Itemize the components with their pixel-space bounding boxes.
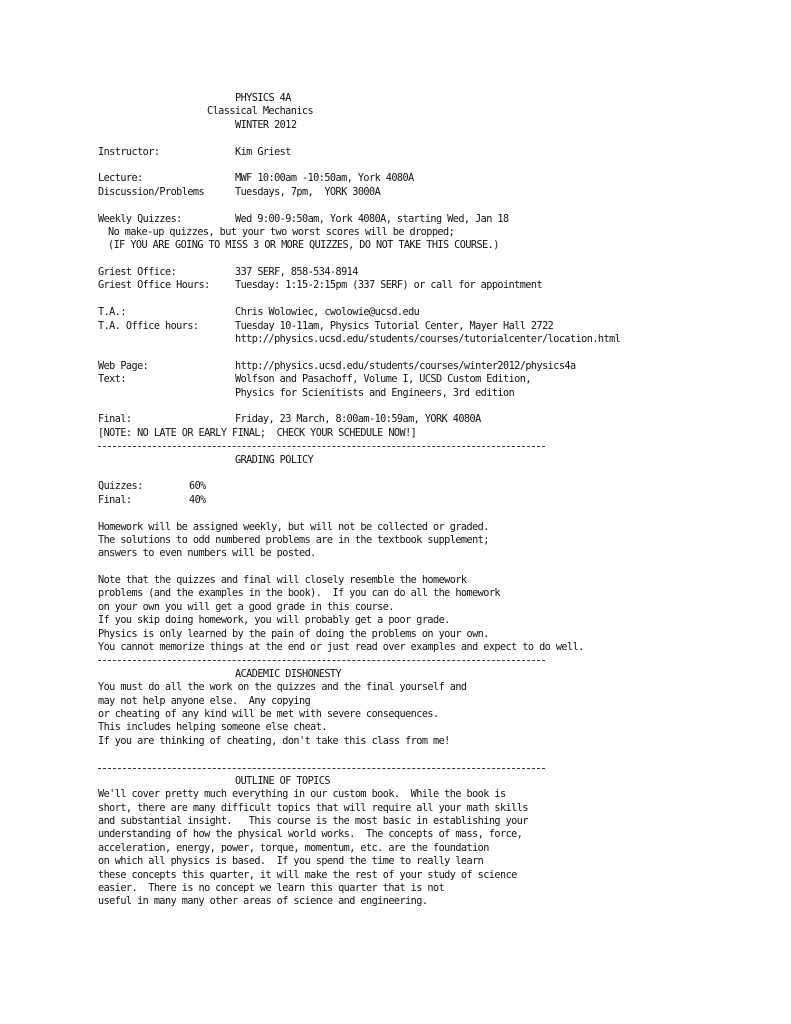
paragraph-line: Note that the quizzes and final will closely resemble the homework bbox=[98, 575, 467, 587]
paragraph-line: You must do all the work on the quizzes and the final yourself and bbox=[98, 682, 467, 694]
divider bbox=[98, 440, 758, 453]
text-value: Wolfson and Pasachoff, Volume I, UCSD Custom Edition, bbox=[235, 374, 531, 386]
ta-row bbox=[98, 306, 758, 319]
text-value-2: Physics for Scienitists and Engineers, 3rd edition bbox=[235, 387, 515, 399]
final-label: Final: bbox=[98, 414, 132, 426]
ta-location-url: http://physics.ucsd.edu/students/courses/tutorialcenter/location.html bbox=[235, 334, 621, 346]
lecture-value: MWF 10:00am -10:50am, York 4080A bbox=[235, 173, 414, 185]
office-row bbox=[98, 266, 758, 279]
paragraph-line: acceleration, energy, power, torque, momentum, etc. are the foundation bbox=[98, 842, 489, 854]
paragraph-line: and substantial insight. This course is the most basic in establishing your bbox=[98, 816, 528, 828]
instructor-label: Instructor: bbox=[98, 146, 160, 158]
paragraph-line: short, there are many difficult topics that will require all your math skills bbox=[98, 802, 528, 814]
lecture-label: Lecture: bbox=[98, 173, 143, 185]
web-page-row bbox=[98, 360, 758, 373]
paragraph-line: useful in many many other areas of science and engineering. bbox=[98, 896, 428, 908]
lecture-row bbox=[98, 172, 758, 185]
paragraph-line: easier. There is no concept we learn this quarter that is not bbox=[98, 883, 445, 895]
ta-location-row bbox=[98, 333, 758, 346]
office-hours-label: Griest Office Hours: bbox=[98, 280, 210, 292]
paragraph-line: This includes helping someone else cheat. bbox=[98, 722, 327, 734]
discussion-row bbox=[98, 186, 758, 199]
grading-quizzes-row bbox=[98, 480, 758, 493]
web-page-label: Web Page: bbox=[98, 360, 149, 372]
paragraph-line: may not help anyone else. Any copying bbox=[98, 695, 311, 707]
paragraph-line: these concepts this quarter, it will make the rest of your study of science bbox=[98, 869, 517, 881]
discussion-label: Discussion/Problems bbox=[98, 186, 205, 198]
web-page-url: http://physics.ucsd.edu/students/courses/winter2012/physics4a bbox=[235, 360, 576, 372]
ta-hours-row bbox=[98, 320, 758, 333]
ta-hours-value: Tuesday 10-11am, Physics Tutorial Center, Mayer Hall 2722 bbox=[235, 320, 554, 332]
paragraph-line: answers to even numbers will be posted. bbox=[98, 548, 316, 560]
text-row bbox=[98, 373, 758, 386]
paragraph-line: or cheating of any kind will be met with severe consequences. bbox=[98, 708, 439, 720]
office-label: Griest Office: bbox=[98, 267, 177, 279]
text-row-2 bbox=[98, 387, 758, 400]
quizzes-warning: (IF YOU ARE GOING TO MISS 3 OR MORE QUIZZES, DO NOT TAKE THIS COURSE.) bbox=[108, 240, 499, 252]
paragraph-line: If you skip doing homework, you will probably get a poor grade. bbox=[98, 615, 450, 627]
grading-quizzes-label: Quizzes: bbox=[98, 481, 143, 493]
instructor-value: Kim Griest bbox=[235, 146, 291, 158]
text-label: Text: bbox=[98, 374, 126, 386]
ta-value: Chris Wolowiec, cwolowie@ucsd.edu bbox=[235, 307, 420, 319]
divider bbox=[98, 654, 758, 667]
paragraph-line: Physics is only learned by the pain of doing the problems on your own. bbox=[98, 628, 489, 640]
paragraph-line: understanding of how the physical world works. The concepts of mass, force, bbox=[98, 829, 523, 841]
quizzes-value: Wed 9:00-9:50am, York 4080A, starting Wed, Jan 18 bbox=[235, 213, 509, 225]
office-value: 337 SERF, 858-534-8914 bbox=[235, 267, 358, 279]
course-term: WINTER 2012 bbox=[235, 119, 297, 131]
final-value: Friday, 23 March, 8:00am-10:59am, YORK 4080A bbox=[235, 414, 481, 426]
divider bbox=[98, 762, 758, 775]
quizzes-row bbox=[98, 213, 758, 226]
dishonesty-heading: ACADEMIC DISHONESTY bbox=[235, 668, 342, 680]
grading-quizzes-pct: 60% bbox=[189, 481, 206, 493]
paragraph-line: Homework will be assigned weekly, but will not be collected or graded. bbox=[98, 521, 489, 533]
syllabus-document bbox=[98, 92, 758, 909]
quizzes-note: No make-up quizzes, but your two worst scores will be dropped; bbox=[108, 226, 455, 238]
course-title: PHYSICS 4A bbox=[235, 93, 291, 104]
grading-final-label: Final: bbox=[98, 494, 132, 506]
outline-heading: OUTLINE OF TOPICS bbox=[235, 775, 330, 787]
paragraph-line: The solutions to odd numbered problems are in the textbook supplement; bbox=[98, 534, 489, 546]
paragraph-line: on your own you will get a good grade in this course. bbox=[98, 601, 394, 613]
course-subtitle: Classical Mechanics bbox=[207, 106, 314, 118]
grading-heading: GRADING POLICY bbox=[235, 454, 314, 466]
final-note: [NOTE: NO LATE OR EARLY FINAL; CHECK YOUR SCHEDULE NOW!] bbox=[98, 427, 417, 439]
instructor-row bbox=[98, 146, 758, 159]
grading-final-pct: 40% bbox=[189, 494, 206, 506]
quizzes-label: Weekly Quizzes: bbox=[98, 213, 182, 225]
grading-final-row bbox=[98, 494, 758, 507]
office-hours-value: Tuesday: 1:15-2:15pm (337 SERF) or call for appointment bbox=[235, 280, 543, 292]
paragraph-line: problems (and the examples in the book). If you can do all the homework bbox=[98, 588, 501, 600]
ta-hours-label: T.A. Office hours: bbox=[98, 320, 199, 332]
paragraph-line: on which all physics is based. If you spend the time to really learn bbox=[98, 856, 484, 868]
discussion-value: Tuesdays, 7pm, YORK 3000A bbox=[235, 186, 381, 198]
final-row bbox=[98, 413, 758, 426]
paragraph-line: You cannot memorize things at the end or just read over examples and expect to do well. bbox=[98, 642, 584, 654]
office-hours-row bbox=[98, 279, 758, 292]
ta-label: T.A.: bbox=[98, 307, 126, 319]
paragraph-line: If you are thinking of cheating, don't take this class from me! bbox=[98, 735, 450, 747]
paragraph-line: We'll cover pretty much everything in our custom book. While the book is bbox=[98, 789, 506, 801]
